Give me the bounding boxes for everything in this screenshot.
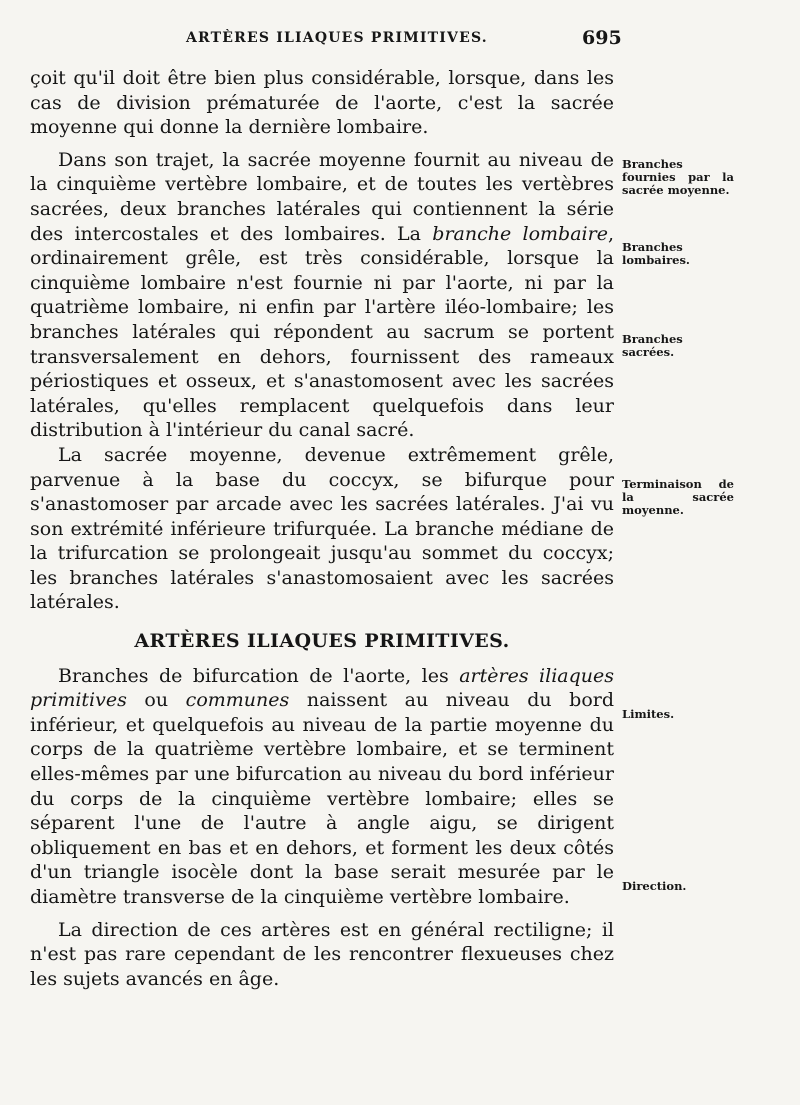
paragraph-2-end: , ordinairement grêle, est très considérable, lorsque la cinquième lombaire n'est fournie ni par l'aorte, ni par la quatrième lombaire, ni enfin par l'artère iléo-lombaire; les branches latérales qui répondent au sacrum se portent transversalement en dehors, fournissent des rameaux périostiques et osseux, et s'anastomosent avec les sacrées latérales, qu'elles remplacent quelquefois dans leur distribution à l'intérieur du canal sacré. (30, 222, 614, 442)
margin-note-direction: Direction. (622, 879, 687, 893)
page-number: 695 (582, 27, 622, 49)
margin-note-branches-fournies: Branches fournies par la sacrée moyenne. (622, 157, 734, 197)
paragraph-4 (30, 664, 614, 910)
body-text (30, 66, 614, 991)
paragraph-3: La sacrée moyenne, devenue extrêmement grêle, parvenue à la base du coccyx, se bifurque pour s'anastomoser par arcade avec les sacrées latérales. J'ai vu son extrémité inférieure trifurquée. La branche médiane de la trifurcation se prolongeait jusqu'au sommet du coccyx; les branches latérales s'anastomosaient avec les sacrées latérales. (30, 443, 614, 614)
margin-note-limites: Limites. (622, 707, 675, 721)
margin-note-branches-lombaires: Branches lombaires. (622, 240, 690, 267)
margin-note-terminaison: Terminaison de la sacrée moyenne. (622, 477, 734, 517)
paragraph-4-mid: ou (126, 689, 186, 712)
paragraph-4-end: naissent au niveau du bord inférieur, et quelquefois au niveau de la partie moyenne du corps de la quatrième vertèbre lombaire, et se terminent elles-mêmes par une bifurcation au niveau du bord inférieur du corps de la cinquième vertèbre lombaire; elles se séparent l'une de l'autre à angle aigu, se dirigent obliquement en bas et en dehors, et forment les deux côtés d'un triangle isocèle dont la base serait mesurée par le diamètre transverse de la cinquième vertèbre lombaire. (30, 689, 614, 908)
running-head: ARTÈRES ILIAQUES PRIMITIVES. (186, 30, 488, 46)
margin-note-branches-sacrees: Branches sacrées. (622, 332, 683, 359)
paragraph-2 (30, 148, 614, 443)
term-branche-lombaire: branche lombaire (432, 222, 608, 245)
paragraph-5: La direction de ces artères est en général rectiligne; il n'est pas rare cependant de les rencontrer flexueuses chez les sujets avancés en âge. (30, 918, 614, 990)
paragraph-2-start: Dans son trajet, la sacrée moyenne fournit au niveau de la cinquième vertèbre lombaire, et de toutes les vertèbres sacrées, deux branches latérales qui contiennent la série des intercostales et des lombaires. La (30, 148, 614, 245)
term-communes: communes (185, 689, 290, 712)
term-arteres-iliaques: artères iliaques primitives (30, 664, 615, 712)
section-title: ARTÈRES ILIAQUES PRIMITIVES. (134, 630, 510, 653)
paragraph-4-start: Branches de bifurcation de l'aorte, les (58, 664, 460, 687)
paragraph-1: çoit qu'il doit être bien plus considérable, lorsque, dans les cas de division prématurée de l'aorte, c'est la sacrée moyenne qui donne la dernière lombaire. (30, 67, 614, 139)
